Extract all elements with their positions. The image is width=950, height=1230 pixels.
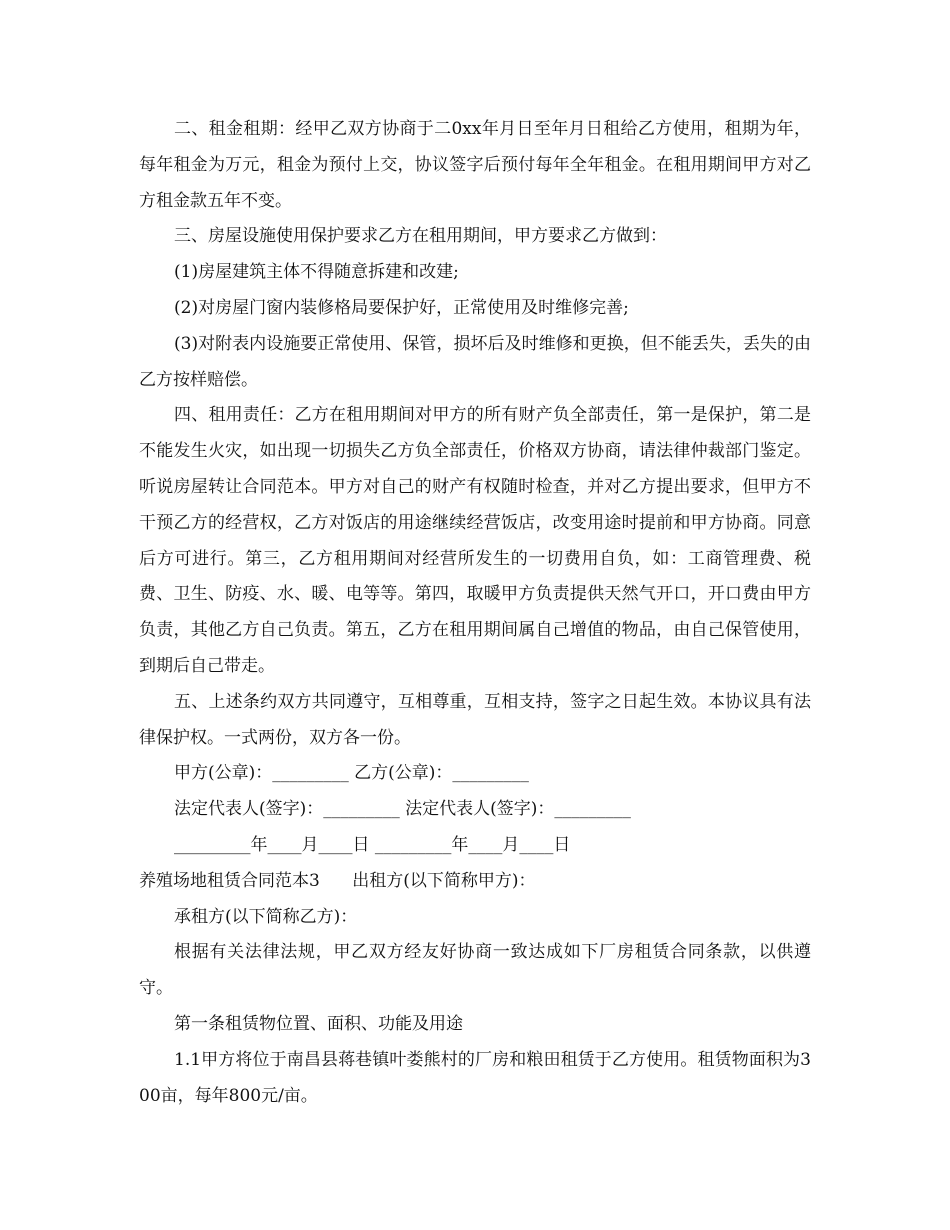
paragraph-facility-requirements: 三、房屋设施使用保护要求乙方在租用期间，甲方要求乙方做到： (174, 226, 667, 247)
contract-title-line: 养殖场地租赁合同范本3 出租方(以下简称甲方)： (139, 870, 536, 891)
lessee-line: 承租方(以下简称乙方)： (174, 906, 358, 927)
paragraph-item-2: (2)对房屋门窗内装修格局要保护好，正常使用及时维修完善; (174, 297, 629, 318)
paragraph-intro: 根据有关法律法规，甲乙双方经友好协商一致达成如下厂房租赁合同条款，以供遵守。 (139, 942, 811, 999)
paragraph-item-3: (3)对附表内设施要正常使用、保管，损坏后及时维修和更换，但不能丢失，丢失的由乙方按样赔偿。 (139, 333, 811, 390)
signature-representative-line: 法定代表人(签字)：_________ 法定代表人(签字)：_________ (174, 799, 631, 820)
document-body (139, 112, 811, 1114)
paragraph-effectiveness: 五、上述条约双方共同遵守，互相尊重，互相支持，签字之日起生效。本协议具有法律保护权。一式两份，双方各一份。 (139, 691, 811, 748)
article-1-heading: 第一条租赁物位置、面积、功能及用途 (174, 1013, 463, 1034)
signature-seal-line: 甲方(公章)：_________ 乙方(公章)：_________ (174, 763, 529, 784)
paragraph-article-1-1: 1.1甲方将位于南昌县蒋巷镇叶娄熊村的厂房和粮田租赁于乙方使用。租赁物面积为300亩，每年800元/亩。 (139, 1049, 811, 1106)
paragraph-rent-term: 二、租金租期：经甲乙双方协商于二0xx年月日至年月日租给乙方使用，租期为年，每年租金为万元，租金为预付上交，协议签字后预付每年全年租金。在租用期间甲方对乙方租金款五年不变。 (139, 119, 811, 211)
paragraph-item-1: (1)房屋建筑主体不得随意拆建和改建; (174, 262, 459, 283)
signature-date-line: _________年____月____日 _________年____月____日 (174, 834, 571, 855)
paragraph-rental-responsibility: 四、租用责任：乙方在租用期间对甲方的所有财产负全部责任，第一是保护，第二是不能发生火灾，如出现一切损失乙方负全部责任，价格双方协商，请法律仲裁部门鉴定。听说房屋转让合同范本。甲方对自己的财产有权随时检查，并对乙方提出要求，但甲方不干预乙方的经营权，乙方对饭店的用途继续经营饭店，改变用途时提前和甲方协商。同意后方可进行。第三，乙方租用期间对经营所发生的一切费用自负，如：工商管理费、税费、卫生、防疫、水、暖、电等等。第四，取暖甲方负责提供天然气开口，开口费由甲方负责，其他乙方自己负责。第五，乙方在租用期间属自己增值的物品，由自己保管使用，到期后自己带走。 (139, 405, 811, 676)
